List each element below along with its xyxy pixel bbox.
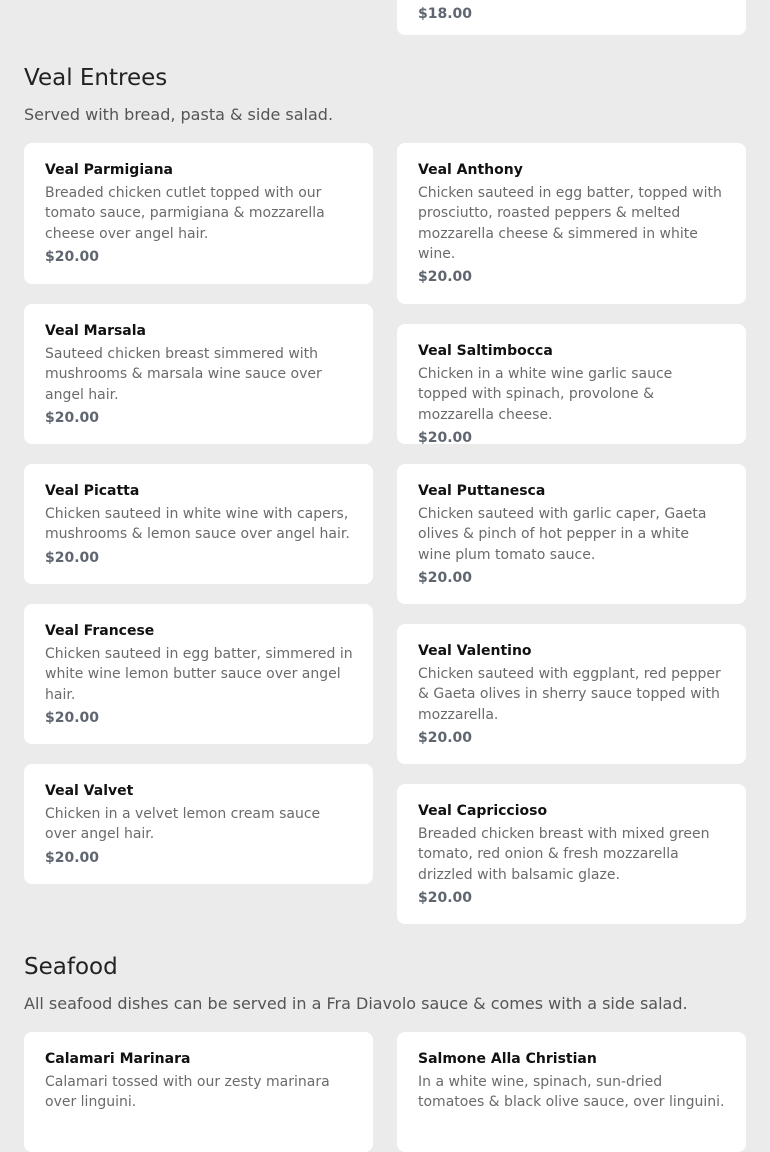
menu-item-veal-francese[interactable] [24, 604, 373, 744]
section-subtitle-seafood: All seafood dishes can be served in a Fra Diavolo sauce & comes with a side salad. [24, 994, 688, 1013]
item-price: $20.00 [45, 248, 100, 265]
menu-item-veal-marsala[interactable] [24, 304, 373, 444]
item-price: $20.00 [418, 429, 473, 446]
item-description: Chicken sauteed with eggplant, red pepper & Gaeta olives in sherry sauce topped with mozzarella. [418, 666, 721, 723]
item-description: In a white wine, spinach, sun-dried tomatoes & black olive sauce, over linguini. [418, 1074, 725, 1111]
section-subtitle-veal: Served with bread, pasta & side salad. [24, 105, 334, 124]
item-name: Veal Valentino [418, 643, 532, 659]
menu-item-veal-valentino[interactable] [397, 624, 746, 764]
item-name: Salmone Alla Christian [418, 1051, 597, 1067]
item-name: Veal Saltimbocca [418, 343, 553, 359]
menu-item-veal-capriccioso[interactable] [397, 784, 746, 924]
menu-item-veal-valvet[interactable] [24, 764, 373, 884]
item-name: Veal Marsala [45, 323, 146, 339]
section-title-seafood: Seafood [24, 954, 118, 980]
menu-item-salmone-alla-christian[interactable] [397, 1032, 746, 1152]
menu-item-veal-puttanesca[interactable] [397, 464, 746, 604]
item-name: Veal Francese [45, 623, 155, 639]
section-title-veal: Veal Entrees [24, 65, 168, 91]
item-name: Calamari Marinara [45, 1051, 191, 1067]
item-price: $18.00 [418, 6, 473, 22]
item-description: Breaded chicken cutlet topped with our tomato sauce, parmigiana & mozzarella cheese over angel hair. [45, 185, 325, 242]
menu-item-calamari-marinara[interactable] [24, 1032, 373, 1152]
item-name: Veal Capriccioso [418, 803, 548, 819]
item-price: $20.00 [418, 569, 473, 586]
item-name: Veal Valvet [45, 783, 134, 799]
menu-item-veal-saltimbocca[interactable] [397, 324, 746, 444]
item-name: Veal Anthony [418, 162, 523, 178]
item-price: $20.00 [418, 889, 473, 906]
item-price: $20.00 [418, 269, 473, 286]
item-description: Calamari tossed with our zesty marinara over linguini. [45, 1074, 330, 1111]
item-description: Breaded chicken breast with mixed green tomato, red onion & fresh mozzarella drizzled with balsamic glaze. [418, 826, 710, 883]
item-name: Veal Picatta [45, 483, 140, 499]
item-description: Chicken in a velvet lemon cream sauce over angel hair. [45, 806, 321, 843]
item-price: $20.00 [45, 849, 100, 866]
menu-item-veal-parmigiana[interactable] [24, 143, 373, 284]
item-description: Chicken sauteed with garlic caper, Gaeta olives & pinch of hot pepper in a white wine plum tomato sauce. [418, 506, 707, 563]
item-price: $20.00 [45, 709, 100, 726]
item-price: $20.00 [45, 549, 100, 566]
menu-item-card[interactable] [397, 0, 746, 35]
item-price: $20.00 [45, 409, 100, 426]
item-description: Chicken sauteed in egg batter, simmered in white wine lemon butter sauce over angel hair. [45, 646, 353, 703]
item-name: Veal Puttanesca [418, 483, 546, 499]
item-description: Sauteed chicken breast simmered with mushrooms & marsala wine sauce over angel hair. [45, 346, 322, 403]
item-name: Veal Parmigiana [45, 162, 173, 178]
item-price: $20.00 [418, 729, 473, 746]
item-description: Chicken in a white wine garlic sauce topped with spinach, provolone & mozzarella cheese. [418, 366, 673, 423]
item-description: Chicken sauteed in white wine with capers, mushrooms & lemon sauce over angel hair. [45, 506, 350, 543]
menu-item-veal-picatta[interactable] [24, 464, 373, 584]
item-description: Chicken sauteed in egg batter, topped with prosciutto, roasted peppers & melted mozzarella cheese & simmered in white wine. [418, 185, 722, 262]
menu-item-veal-anthony[interactable] [397, 143, 746, 304]
